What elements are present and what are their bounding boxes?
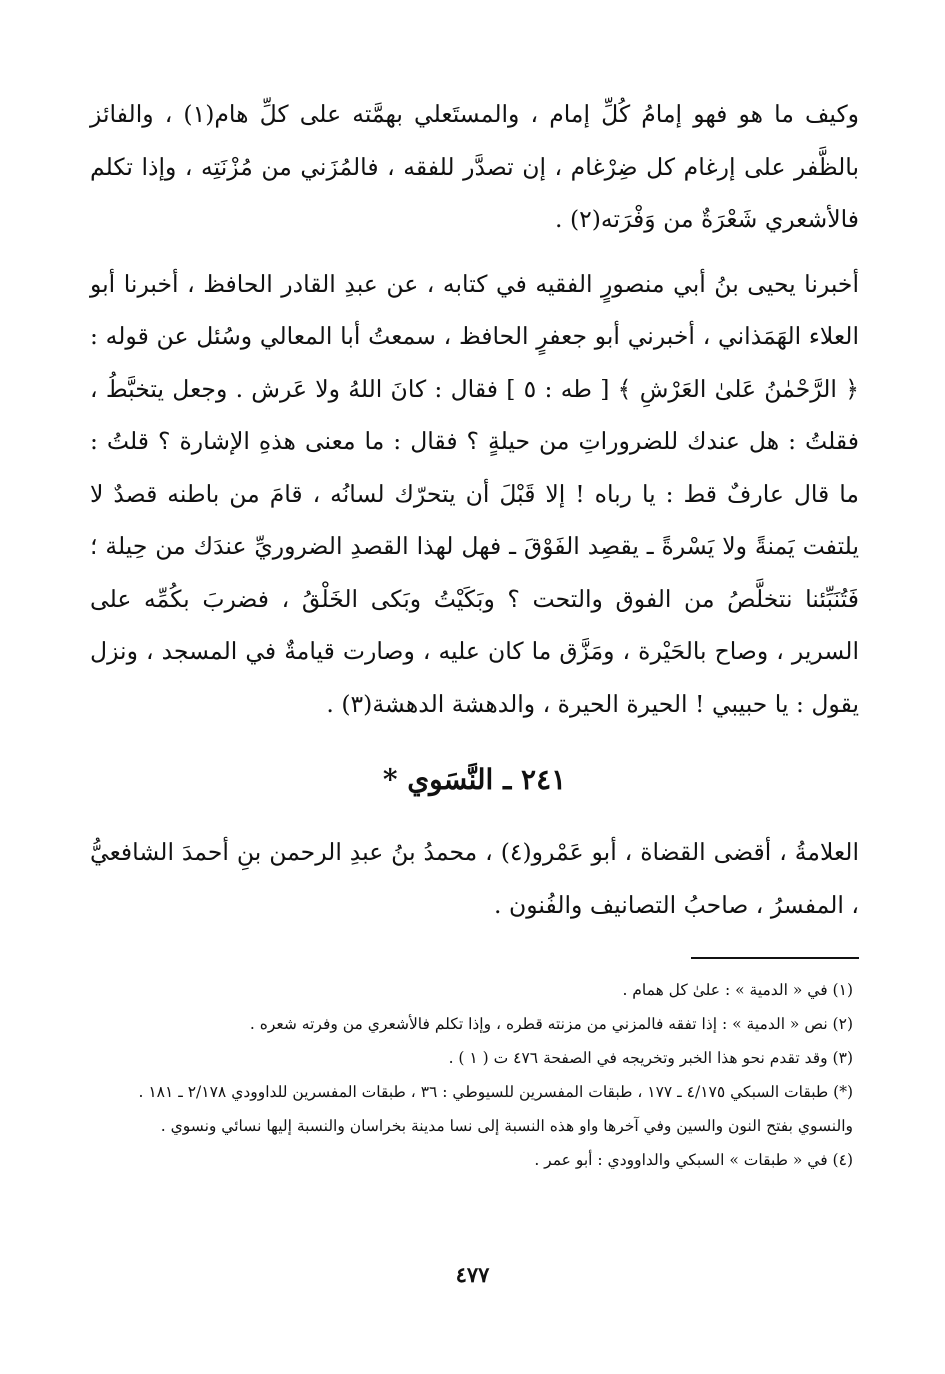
body-paragraph-narration: أخبرنا يحيى بنُ أبي منصورٍ الفقيه في كتابه ، عن عبدِ القادر الحافظ ، أخبرنا أبو العلاء الهَمَذاني ، أخبرني أبو جعفرٍ الحافظ ، سمعتُ أبا المعالي وسُئل عن قوله : ﴿ الرَّحْمٰنُ عَلىٰ العَرْشِ ﴾ [ طه : ٥ ] فقال : كانَ اللهُ ولا عَرش . وجعل يتخبَّطُ ، فقلتُ : هل عندك للضروراتِ من حيلةٍ ؟ فقال : ما معنى هذهِ الإشارة ؟ قلتُ : ما قال عارفٌ قط : يا رباه ! إلا قَبْلَ أن يتحرّك لسانُه ، قامَ من باطنه قصدٌ لا يلتفت يَمنةً ولا يَسْرةً ـ يقصِد الفَوْقَ ـ فهل لهذا القصدِ الضروريِّ عندَك من حِيلة ؛ فَتُنَبِّئنا نتخلَّصُ من الفوق والتحت ؟ وبَكَيْتُ وبَكى الخَلْقُ ، فضربَ بكُمِّه على السرير ، وصاح بالحَيْرة ، ومَزَّق ما كان عليه ، وصارت قيامةٌ في المسجد ، ونزل يقول : يا حبيبي ! الحيرة الحيرة ، والدهشة الدهشة(٣) . (90, 269, 859, 718)
footnote-star: (*) طبقات السبكي ٤/١٧٥ ـ ١٧٧ ، طبقات المفسرين للسيوطي : ٣٦ ، طبقات المفسرين للداوودي ٢/١٧٨ ـ ١٨١ . والنسوي بفتح النون والسين وفي آخرها واو هذه النسبة إلى نسا مدينة بخراسان والنسبة إليها نسائي ونسوي . (138, 1083, 853, 1135)
page-number: ٤٧٧ (455, 1262, 490, 1287)
footnote-1: (١) في « الدمية » : علىٰ كل همام . (622, 981, 853, 999)
body-paragraph-intro: وكيف ما هو فهو إمامُ كُلِّ إمام ، والمستَعلي بهمَّته على كلِّ هام(١) ، والفائز بالظَّفر على إرغام كل ضِرْغام ، إن تصدَّر للفقه ، فالمُزَني من مُزْنَتِه ، وإذا تكلم فالأشعري شَعْرَةٌ من وَفْرَته(٢) . (90, 100, 859, 233)
footnote-4: (٤) في « طبقات » السبكي والداوودي : أبو عمر . (534, 1151, 853, 1169)
footnote-2: (٢) نص « الدمية » : إذا تفقه فالمزني من مزنته قطره ، وإذا تكلم فالأشعري من وفرته شعره . (249, 1015, 853, 1033)
section-heading: ٢٤١ ـ النَّسَوي * (382, 763, 567, 796)
footnote-divider (691, 957, 859, 959)
footnotes (90, 973, 859, 1177)
biography-paragraph: العلامةُ ، أقضى القضاة ، أبو عَمْرو(٤) ، محمدُ بنُ عبدِ الرحمن بنِ أحمدَ الشافعيُّ ، المفسرُ ، صاحبُ التصانيف والفُنون . (90, 838, 860, 919)
footnote-3: (٣) وقد تقدم نحو هذا الخبر وتخريجه في الصفحة ٤٧٦ ت ( ١ ) . (448, 1049, 853, 1067)
